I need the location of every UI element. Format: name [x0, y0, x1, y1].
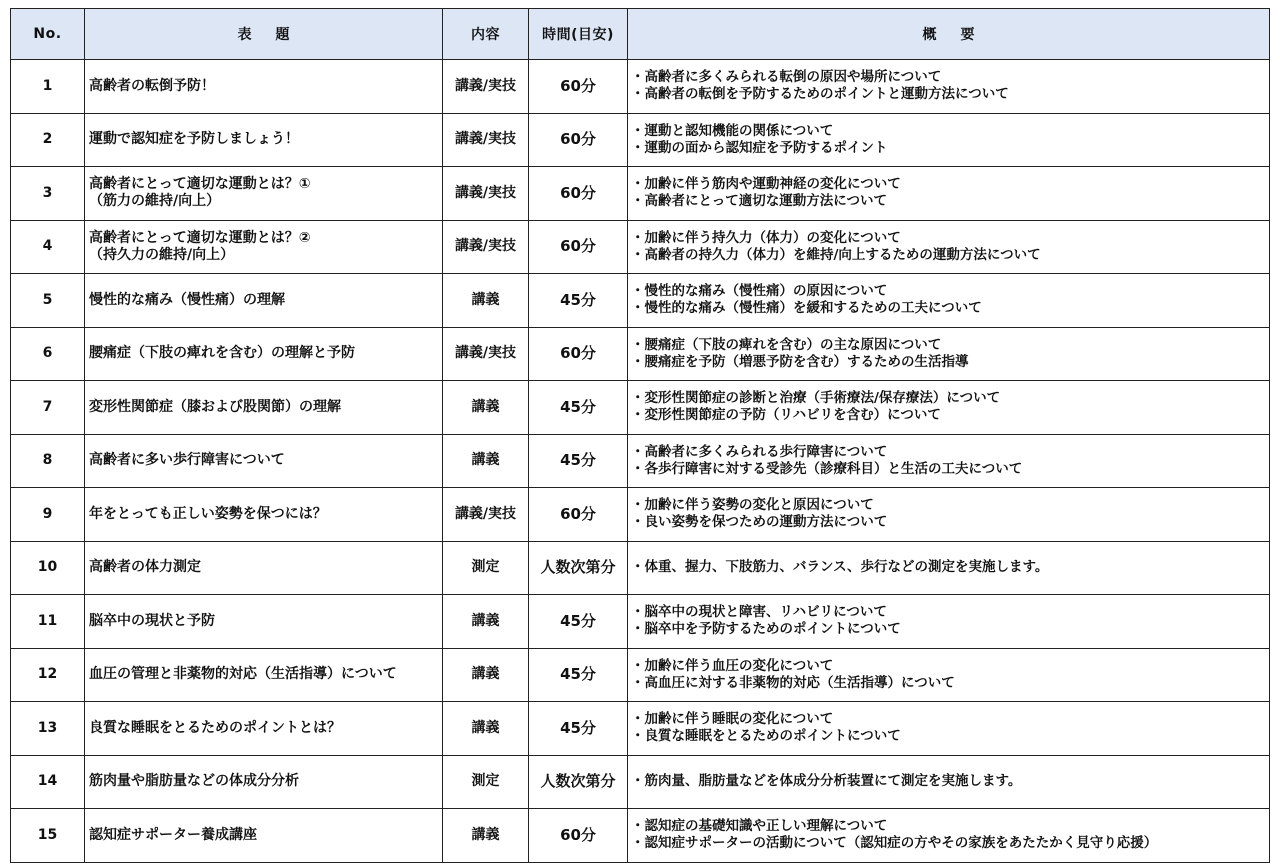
- row-summary-line: ・加齢に伴う血圧の変化について: [631, 657, 834, 674]
- row-title-line: 慢性的な痛み（慢性痛）の理解: [89, 291, 285, 308]
- row-number: 13: [11, 702, 85, 756]
- row-summary-line: ・高齢者の転倒を予防するためのポイントと運動方法について: [631, 86, 1009, 103]
- row-summary-line: ・高齢者の持久力（体力）を維持/向上するための運動方法について: [631, 246, 1041, 263]
- row-number: 6: [11, 327, 85, 381]
- row-time: 45分: [529, 381, 628, 435]
- row-type: 講義: [443, 595, 529, 649]
- table-row: [11, 648, 1270, 702]
- header-row: [11, 9, 1270, 60]
- row-summary: [628, 595, 1270, 649]
- row-title-line: （筋力の維持/向上）: [89, 193, 221, 210]
- table-row: [11, 809, 1270, 863]
- row-title: [85, 702, 443, 756]
- table-row: [11, 434, 1270, 488]
- row-title-line: 脳卒中の現状と予防: [89, 612, 215, 629]
- row-time: 人数次第分: [529, 755, 628, 809]
- table-row: [11, 113, 1270, 167]
- row-number: 2: [11, 113, 85, 167]
- row-time: 60分: [529, 60, 628, 114]
- row-type: 測定: [443, 755, 529, 809]
- row-title: [85, 113, 443, 167]
- row-summary-line: ・脳卒中を予防するためのポイントについて: [631, 621, 901, 638]
- row-time: 60分: [529, 809, 628, 863]
- row-summary: [628, 381, 1270, 435]
- row-title-line: 筋肉量や脂肪量などの体成分分析: [89, 773, 299, 790]
- row-summary-line: ・変形性関節症の診断と治療（手術療法/保存療法）について: [631, 390, 1001, 407]
- row-title-line: 高齢者にとって適切な運動とは？①: [89, 176, 311, 193]
- row-number: 14: [11, 755, 85, 809]
- row-summary-line: ・運動の面から認知症を予防するポイント: [631, 139, 888, 156]
- row-summary-line: ・加齢に伴う睡眠の変化について: [631, 711, 834, 728]
- header-summary: 概要: [628, 9, 1270, 60]
- table-row: [11, 220, 1270, 274]
- row-summary-line: ・良質な睡眠をとるためのポイントについて: [631, 728, 901, 745]
- row-title: [85, 755, 443, 809]
- row-type: 講義: [443, 702, 529, 756]
- row-summary-line: ・慢性的な痛み（慢性痛）の原因について: [631, 283, 888, 300]
- row-summary-line: ・高血圧に対する非薬物的対応（生活指導）について: [631, 674, 955, 691]
- row-time: 60分: [529, 488, 628, 542]
- row-title: [85, 274, 443, 328]
- row-number: 10: [11, 541, 85, 595]
- row-time: 45分: [529, 702, 628, 756]
- row-title-line: （持久力の維持/向上）: [89, 246, 235, 263]
- row-title: [85, 60, 443, 114]
- row-type: 講義: [443, 274, 529, 328]
- row-summary-line: ・慢性的な痛み（慢性痛）を緩和するための工夫について: [631, 300, 982, 317]
- row-summary-line: ・脳卒中の現状と障害、リハビリについて: [631, 604, 887, 621]
- table-row: [11, 381, 1270, 435]
- table-row: [11, 488, 1270, 542]
- header-no: No.: [11, 9, 85, 60]
- table-row: [11, 60, 1270, 114]
- row-summary-line: ・認知症の基礎知識や正しい理解について: [631, 818, 888, 835]
- row-title-line: 血圧の管理と非薬物的対応（生活指導）について: [89, 666, 397, 683]
- row-number: 8: [11, 434, 85, 488]
- row-number: 3: [11, 167, 85, 221]
- table-row: [11, 167, 1270, 221]
- row-summary-line: ・筋肉量、脂肪量などを体成分分析装置にて測定を実施します。: [631, 773, 1022, 790]
- row-summary: [628, 809, 1270, 863]
- row-title: [85, 434, 443, 488]
- row-number: 11: [11, 595, 85, 649]
- row-type: 講義/実技: [443, 220, 529, 274]
- row-title: [85, 220, 443, 274]
- row-title: [85, 488, 443, 542]
- row-title-line: 腰痛症（下肢の痺れを含む）の理解と予防: [89, 345, 355, 362]
- row-title: [85, 595, 443, 649]
- row-summary-line: ・腰痛症を予防（増悪予防を含む）するための生活指導: [631, 353, 969, 370]
- row-number: 5: [11, 274, 85, 328]
- row-number: 1: [11, 60, 85, 114]
- row-title: [85, 809, 443, 863]
- row-title: [85, 381, 443, 435]
- row-number: 7: [11, 381, 85, 435]
- row-title-line: 認知症サポーター養成講座: [89, 826, 257, 843]
- header-type: 内容: [443, 9, 529, 60]
- row-summary: [628, 274, 1270, 328]
- row-time: 60分: [529, 327, 628, 381]
- row-title-line: 高齢者に多い歩行障害について: [89, 452, 285, 469]
- row-title-line: 高齢者の体力測定: [89, 559, 201, 576]
- row-summary: [628, 702, 1270, 756]
- row-number: 4: [11, 220, 85, 274]
- table-row: [11, 755, 1270, 809]
- row-title-line: 良質な睡眠をとるためのポイントとは？: [89, 719, 341, 736]
- row-title: [85, 541, 443, 595]
- row-type: 講義: [443, 648, 529, 702]
- row-type: 測定: [443, 541, 529, 595]
- row-summary-line: ・各歩行障害に対する受診先（診療科目）と生活の工夫について: [631, 460, 1023, 477]
- row-time: 60分: [529, 113, 628, 167]
- row-summary-line: ・運動と認知機能の関係について: [631, 122, 834, 139]
- row-type: 講義/実技: [443, 113, 529, 167]
- row-title: [85, 327, 443, 381]
- row-type: 講義/実技: [443, 167, 529, 221]
- row-summary: [628, 755, 1270, 809]
- lecture-table: [10, 8, 1270, 863]
- table-row: [11, 541, 1270, 595]
- table-row: [11, 327, 1270, 381]
- row-title-line: 年をとっても正しい姿勢を保つには？: [89, 505, 327, 522]
- row-time: 60分: [529, 167, 628, 221]
- row-time: 45分: [529, 274, 628, 328]
- row-title-line: 高齢者にとって適切な運動とは？②: [89, 229, 311, 246]
- row-type: 講義/実技: [443, 327, 529, 381]
- row-summary-line: ・腰痛症（下肢の痺れを含む）の主な原因について: [631, 336, 942, 353]
- header-time: 時間(目安): [529, 9, 628, 60]
- row-summary-line: ・高齢者にとって適切な運動方法について: [631, 193, 887, 210]
- table-row: [11, 274, 1270, 328]
- row-summary: [628, 434, 1270, 488]
- table-row: [11, 702, 1270, 756]
- row-title-line: 運動で認知症を予防しましょう！: [89, 131, 299, 148]
- row-summary-line: ・変形性関節症の予防（リハビリを含む）について: [631, 407, 941, 424]
- row-summary: [628, 167, 1270, 221]
- row-time: 人数次第分: [529, 541, 628, 595]
- row-summary: [628, 541, 1270, 595]
- row-summary: [628, 220, 1270, 274]
- row-summary-line: ・高齢者に多くみられる歩行障害について: [631, 443, 888, 460]
- row-title-line: 変形性関節症（膝および股関節）の理解: [89, 398, 341, 415]
- row-summary-line: ・体重、握力、下肢筋力、バランス、歩行などの測定を実施します。: [631, 559, 1049, 576]
- row-time: 45分: [529, 595, 628, 649]
- row-summary-line: ・加齢に伴う持久力（体力）の変化について: [631, 229, 901, 246]
- table-row: [11, 595, 1270, 649]
- row-summary: [628, 60, 1270, 114]
- row-time: 45分: [529, 648, 628, 702]
- row-type: 講義: [443, 434, 529, 488]
- header-title: 表題: [85, 9, 443, 60]
- row-type: 講義: [443, 809, 529, 863]
- row-summary: [628, 113, 1270, 167]
- row-summary-line: ・加齢に伴う筋肉や運動神経の変化について: [631, 176, 901, 193]
- row-time: 60分: [529, 220, 628, 274]
- row-title: [85, 167, 443, 221]
- row-summary-line: ・高齢者に多くみられる転倒の原因や場所について: [631, 69, 942, 86]
- row-title-line: 高齢者の転倒予防！: [89, 77, 215, 94]
- row-number: 9: [11, 488, 85, 542]
- row-summary-line: ・加齢に伴う姿勢の変化と原因について: [631, 497, 874, 514]
- row-summary-line: ・認知症サポーターの活動について（認知症の方やその家族をあたたかく見守り応援）: [631, 835, 1158, 852]
- row-number: 12: [11, 648, 85, 702]
- row-type: 講義: [443, 381, 529, 435]
- row-number: 15: [11, 809, 85, 863]
- row-type: 講義/実技: [443, 60, 529, 114]
- row-summary: [628, 327, 1270, 381]
- row-time: 45分: [529, 434, 628, 488]
- row-type: 講義/実技: [443, 488, 529, 542]
- row-summary: [628, 488, 1270, 542]
- row-summary: [628, 648, 1270, 702]
- row-summary-line: ・良い姿勢を保つための運動方法について: [631, 514, 888, 531]
- row-title: [85, 648, 443, 702]
